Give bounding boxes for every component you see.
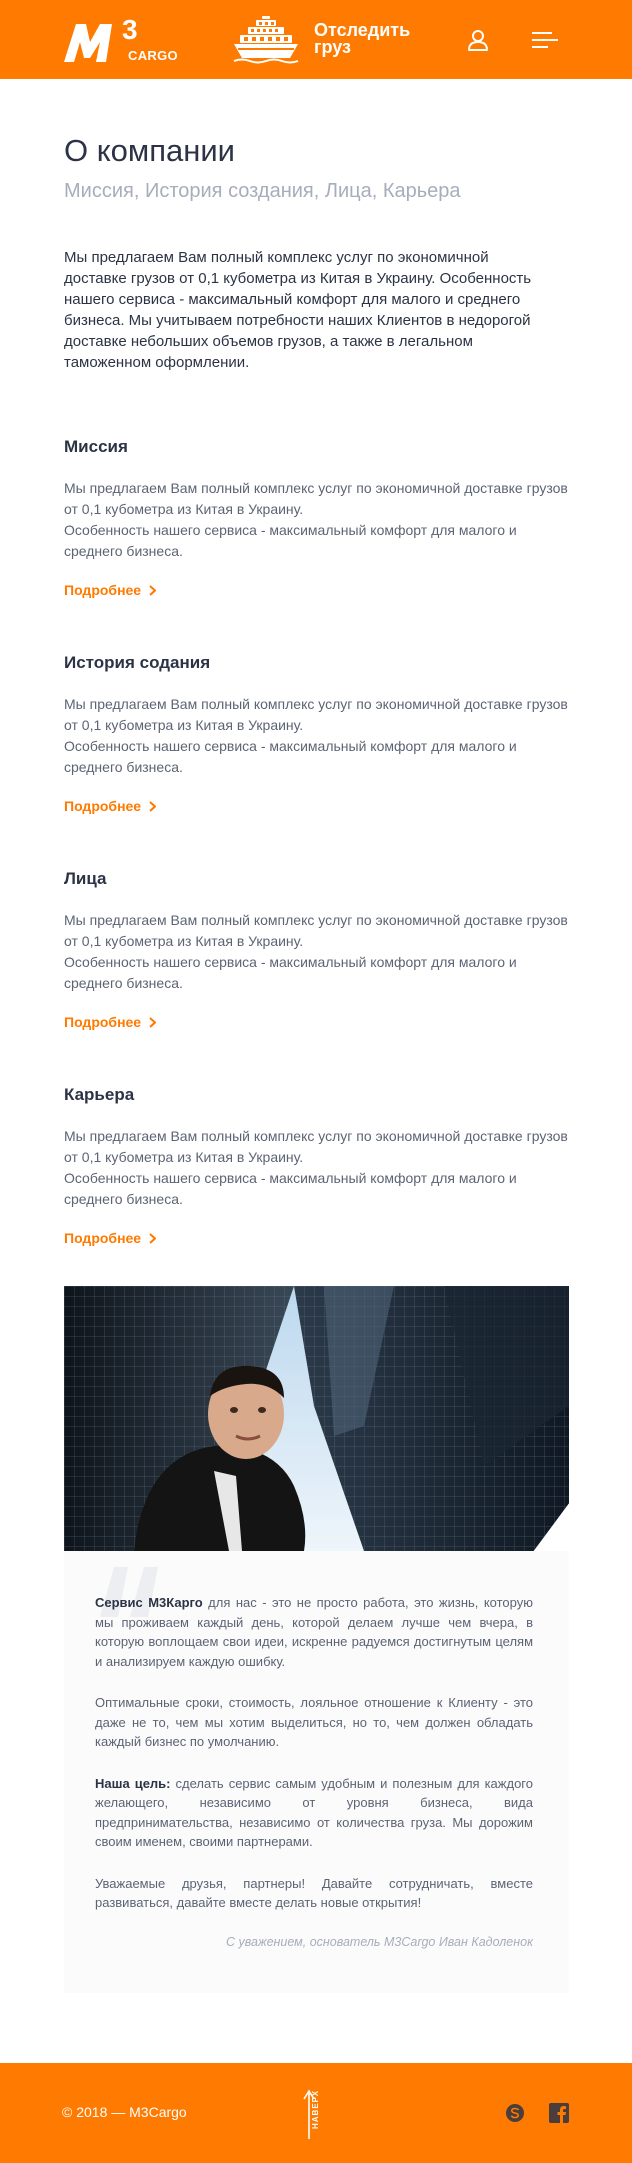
section-faces <box>64 868 568 1032</box>
section-text <box>64 910 574 994</box>
more-link-label: Подробнее <box>64 582 142 598</box>
scroll-up-label: НАВЕРХ <box>311 2089 320 2129</box>
section-career <box>64 1084 568 1248</box>
chevron-right-icon <box>149 1233 156 1244</box>
section-text-line: Мы предлагаем Вам полный комплекс услуг по экономичной доставке грузов от 0,1 кубометра из Китая в Украину. <box>64 696 568 733</box>
section-text-line: Особенность нашего сервиса - максимальный комфорт для малого и среднего бизнеса. <box>64 1170 517 1207</box>
section-text-line: Мы предлагаем Вам полный комплекс услуг по экономичной доставке грузов от 0,1 кубометра из Китая в Украину. <box>64 1128 568 1165</box>
quote-paragraph-3 <box>95 1774 533 1852</box>
more-link-career[interactable] <box>64 1230 156 1246</box>
chevron-right-icon <box>149 585 156 596</box>
page-subtitle: Миссия, История создания, Лица, Карьера <box>64 180 461 202</box>
site-header <box>0 0 632 79</box>
founder-photo <box>64 1286 569 1551</box>
chevron-right-icon <box>149 1017 156 1028</box>
quote-paragraph-1 <box>95 1593 533 1671</box>
site-logo[interactable] <box>62 14 178 64</box>
user-icon[interactable] <box>466 28 490 52</box>
menu-icon[interactable] <box>532 30 560 50</box>
section-title: Лица <box>64 869 107 888</box>
main-content <box>0 133 632 1248</box>
quote-signature: С уважением, основатель М3Cargo Иван Кадоленок <box>226 1934 533 1949</box>
section-title: История содания <box>64 653 211 672</box>
track-cargo-label: Отследить груз <box>314 20 411 57</box>
lead-paragraph: Мы предлагаем Вам полный комплекс услуг по экономичной доставке грузов от 0,1 кубометра из Китая в Украину. Особенность нашего сервиса - максимальный комфорт для малого и среднего бизнеса. Мы учитываем потребности наших Клиентов в недорогой доставке небольших объемов грузов, а также в легальном таможенном оформлении. <box>64 249 532 371</box>
section-text <box>64 694 574 778</box>
section-text-line: Особенность нашего сервиса - максимальный комфорт для малого и среднего бизнеса. <box>64 522 517 559</box>
section-text-line: Мы предлагаем Вам полный комплекс услуг по экономичной доставке грузов от 0,1 кубометра из Китая в Украину. <box>64 912 568 949</box>
founder-quote <box>64 1551 569 1993</box>
facebook-icon[interactable] <box>549 2103 569 2123</box>
more-link-mission[interactable] <box>64 582 156 598</box>
section-text-line: Особенность нашего сервиса - максимальный комфорт для малого и среднего бизнеса. <box>64 738 517 775</box>
chevron-right-icon <box>149 801 156 812</box>
more-link-history[interactable] <box>64 798 156 814</box>
section-text <box>64 1126 574 1210</box>
section-title: Карьера <box>64 1085 135 1104</box>
skype-icon[interactable] <box>505 2103 525 2123</box>
scroll-up-button[interactable] <box>303 2085 329 2141</box>
quote-paragraph-4: Уважаемые друзья, партнеры! Давайте сотрудничать, вместе развиваться, давайте вместе делать новые открытия! <box>95 1875 533 1910</box>
track-cargo-button[interactable] <box>232 14 424 64</box>
section-mission <box>64 436 568 600</box>
section-text <box>64 478 574 562</box>
quote-paragraph-2: Оптимальные сроки, стоимость, лояльное отношение к Клиенту - это даже не то, чем мы хотим выделиться, но то, чем должен обладать каждый бизнес по умолчанию. <box>95 1695 533 1749</box>
more-link-label: Подробнее <box>64 1014 142 1030</box>
section-title: Миссия <box>64 437 128 456</box>
ship-icon <box>232 14 300 64</box>
quote-bold-service: Сервис М3Карго <box>95 1595 203 1610</box>
copyright: © 2018 — М3Cargo <box>62 2103 187 2120</box>
section-history <box>64 652 568 816</box>
more-link-faces[interactable] <box>64 1014 156 1030</box>
page-title: О компании <box>64 133 235 168</box>
m3-logo-icon <box>62 18 126 64</box>
section-text-line: Мы предлагаем Вам полный комплекс услуг по экономичной доставке грузов от 0,1 кубометра из Китая в Украину. <box>64 480 568 517</box>
founder-photo-image <box>64 1286 569 1551</box>
more-link-label: Подробнее <box>64 1230 142 1246</box>
section-text-line: Особенность нашего сервиса - максимальный комфорт для малого и среднего бизнеса. <box>64 954 517 991</box>
more-link-label: Подробнее <box>64 798 142 814</box>
quote-text: для нас - это не просто работа, это жизнь, которую мы проживаем каждый день, которой делаем лучше чем вчера, в которую воплощаем свои идеи, искренне радуемся достигнутым целям и анализируем каждую ошибку. <box>95 1595 533 1669</box>
site-footer <box>0 2063 632 2163</box>
logo-cargo-text: CARGO <box>128 48 178 63</box>
quote-text: сделать сервис самым удобным и полезным для каждого желающего, независимо от уровня бизнеса, вида предпринимательства, независимо от количества груза. Мы дорожим своим именем, своими партнерами. <box>95 1775 533 1849</box>
quote-bold-goal: Наша цель: <box>95 1775 171 1791</box>
logo-superscript: 3 <box>122 14 138 45</box>
